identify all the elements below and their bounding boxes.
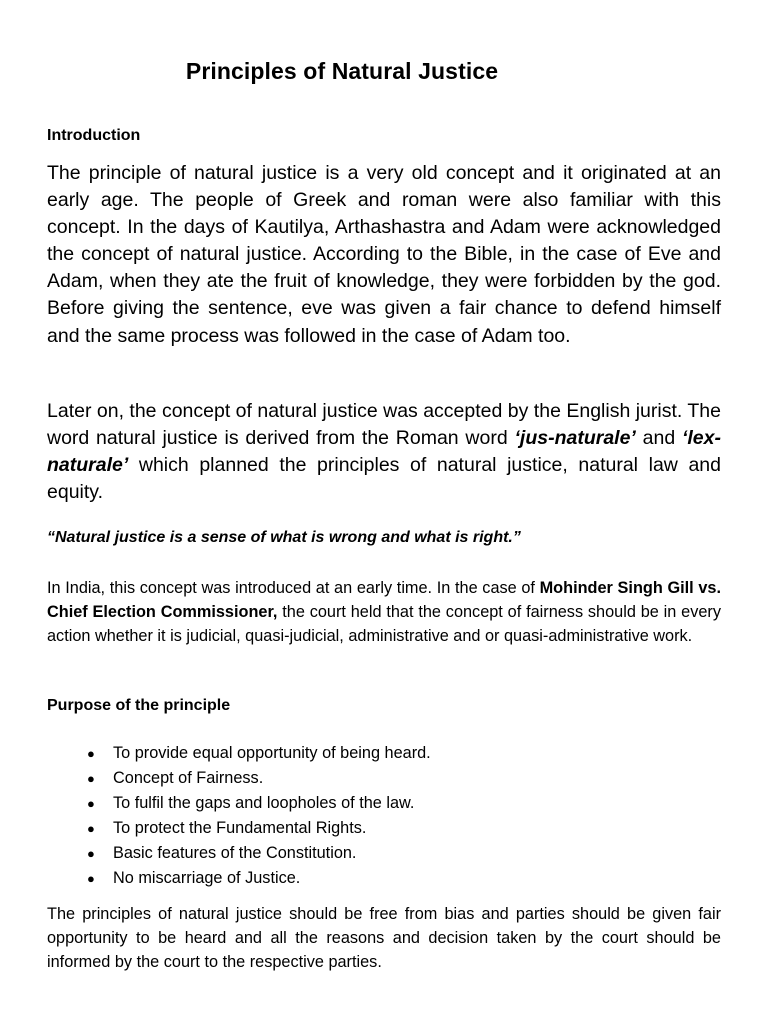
purpose-text: No miscarriage of Justice. — [113, 869, 301, 887]
list-item — [87, 791, 431, 816]
origin-text-1: Later on, the concept of natural justice was accepted by the English jurist. The word natural justice is derived from the Roman word — [47, 400, 721, 450]
list-item — [87, 766, 431, 791]
intro-paragraph: The principle of natural justice is a very old concept and it originated at an early age. The people of Greek and roman were also familiar with this concept. In the days of Kautilya, Arthashastra and Adam were acknowledged the concept of natural justice. According to the Bible, in the case of Eve and Adam, when they ate the fruit of knowledge, they were forbidden by the god. Before giving the sentence, eve was given a fair chance to defend himself and the same process was followed in the case of Adam too. — [47, 162, 721, 347]
origin-text-3: which planned the principles of natural justice, natural law and equity. — [47, 454, 721, 504]
bullet-icon: ● — [87, 846, 95, 861]
bullet-icon: ● — [87, 871, 95, 886]
india-text-1: In India, this concept was introduced at an early time. In the case of — [47, 579, 540, 597]
bullet-icon: ● — [87, 746, 95, 761]
purpose-text: Basic features of the Constitution. — [113, 844, 357, 862]
purpose-text: To protect the Fundamental Rights. — [113, 819, 367, 837]
term-jus-naturale: ‘jus-naturale’ — [514, 427, 636, 450]
list-item — [87, 841, 431, 866]
purpose-text: To provide equal opportunity of being heard. — [113, 744, 431, 762]
page-title: Principles of Natural Justice — [185, 58, 499, 84]
term-lex-naturale: ‘lex-naturale’ — [47, 427, 721, 477]
bullet-icon: ● — [87, 821, 95, 836]
purpose-text: To fulfil the gaps and loopholes of the law. — [113, 794, 415, 812]
natural-justice-quote: “Natural justice is a sense of what is wrong and what is right.” — [47, 529, 521, 546]
list-item — [87, 866, 431, 891]
purpose-list — [87, 741, 431, 891]
list-item — [87, 816, 431, 841]
list-item — [87, 741, 431, 766]
bullet-icon: ● — [87, 771, 95, 786]
origin-text-2: and — [635, 427, 682, 450]
bullet-icon: ● — [87, 796, 95, 811]
origin-paragraph — [47, 398, 721, 506]
india-text-2: the court held that the concept of fairness should be in every action whether it is judicial, quasi-judicial, administrative and or quasi-administrative work. — [47, 603, 721, 645]
closing-paragraph: The principles of natural justice should be free from bias and parties should be given fair opportunity to be heard and all the reasons and decision taken by the court should be informed by the court to the respective parties. — [47, 905, 721, 971]
purpose-text: Concept of Fairness. — [113, 769, 264, 787]
introduction-heading: Introduction — [47, 127, 141, 144]
india-paragraph — [47, 576, 721, 648]
case-name: Mohinder Singh Gill vs. Chief Election Commissioner, — [47, 579, 721, 621]
purpose-heading: Purpose of the principle — [47, 697, 231, 714]
